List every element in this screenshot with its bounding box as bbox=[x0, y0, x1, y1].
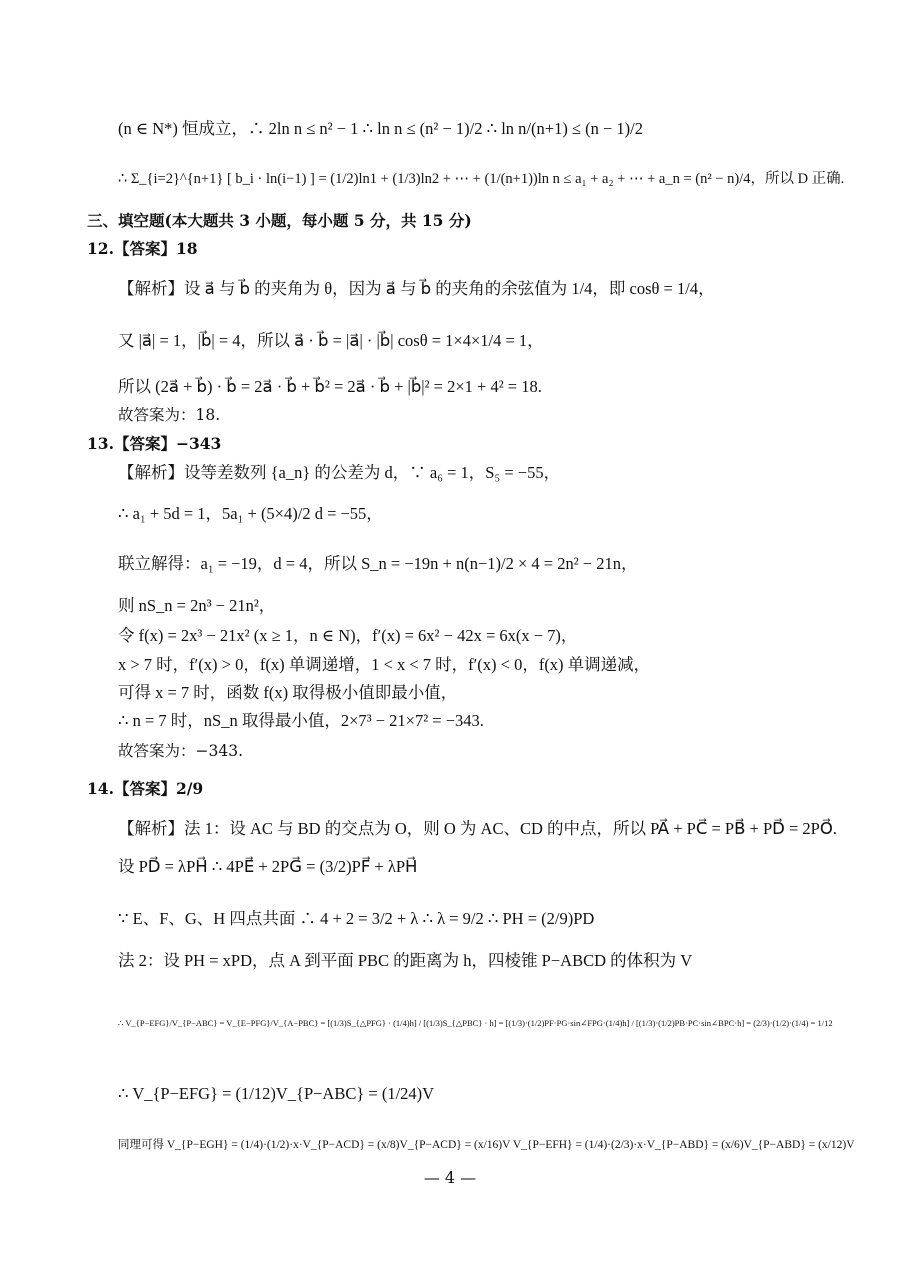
text-line: ∴ Σ_{i=2}^{n+1} [ b_i · ln(i−1) ] = (1/2)ln1 + (1/3)ln2 + ⋯ + (1/(n+1))ln n ≤ a₁ + a₂ + ⋯ + a_n = (n² − n)/4，所以 D 正确. bbox=[118, 171, 845, 187]
section-heading: 三、填空题(本大题共 3 小题，每小题 5 分，共 15 分) bbox=[87, 211, 472, 230]
text-line: ∴ n = 7 时，nS_n 取得最小值，2×7³ − 21×7² = −343. bbox=[118, 711, 484, 730]
text-line: 故答案为：18. bbox=[118, 406, 221, 424]
text-line: 令 f(x) = 2x³ − 21x² (x ≥ 1，n ∈ N)，f′(x) = 6x² − 42x = 6x(x − 7)， bbox=[118, 626, 578, 645]
text-line: 【解析】设 a⃗ 与 b⃗ 的夹角为 θ，因为 a⃗ 与 b⃗ 的夹角的余弦值为 1/4，即 cosθ = 1/4， bbox=[118, 279, 715, 298]
text-line: 又 |a⃗| = 1，|b⃗| = 4，所以 a⃗ · b⃗ = |a⃗| · |b⃗| cosθ = 1×4×1/4 = 1， bbox=[118, 331, 544, 350]
text-line: (n ∈ N*) 恒成立，∴ 2ln n ≤ n² − 1 ∴ ln n ≤ (n² − 1)/2 ∴ ln n/(n+1) ≤ (n − 1)/2 bbox=[118, 119, 643, 138]
answer-heading: 12.【答案】18 bbox=[87, 239, 198, 258]
text-line: 所以 (2a⃗ + b⃗) · b⃗ = 2a⃗ · b⃗ + b⃗² = 2a⃗ · b⃗ + |b⃗|² = 2×1 + 4² = 18. bbox=[118, 377, 542, 396]
answer-heading: 14.【答案】2/9 bbox=[87, 779, 204, 798]
text-line: 【解析】法 1：设 AC 与 BD 的交点为 O，则 O 为 AC、CD 的中点，所以 PA⃗ + PC⃗ = PB⃗ + PD⃗ = 2PO⃗. bbox=[118, 819, 837, 838]
text-line: ∴ V_{P−EFG}/V_{P−ABC} = V_{E−PFG}/V_{A−PBC} = [(1/3)S_{△PFG} · (1/4)h] / [(1/3)S_{△PBC} · h] = [(1/3)·(1/2)PF·PG·sin∠FPG·(1/4)h] / [(1/3)·(1/2)PB·PC·sin∠BPC·h] = (2/3)·(1/2)·(1/4) = 1/12 bbox=[118, 1018, 833, 1028]
text-line: 联立解得：a₁ = −19，d = 4，所以 S_n = −19n + n(n−1)/2 × 4 = 2n² − 21n， bbox=[118, 554, 638, 573]
text-line: ∴ V_{P−EFG} = (1/12)V_{P−ABC} = (1/24)V bbox=[118, 1084, 435, 1103]
page-number: — 4 — bbox=[423, 1168, 477, 1187]
text-line: ∵ E、F、G、H 四点共面 ∴ 4 + 2 = 3/2 + λ ∴ λ = 9/2 ∴ PH = (2/9)PD bbox=[118, 909, 595, 928]
text-line: x > 7 时，f′(x) > 0，f(x) 单调递增，1 < x < 7 时，f′(x) < 0，f(x) 单调递减， bbox=[118, 655, 651, 674]
text-line: 可得 x = 7 时，函数 f(x) 取得极小值即最小值， bbox=[118, 683, 458, 702]
answer-heading: 13.【答案】−343 bbox=[87, 434, 222, 453]
text-line: 则 nS_n = 2n³ − 21n²， bbox=[118, 596, 276, 615]
text-line: 故答案为：−343. bbox=[118, 742, 243, 760]
text-line: ∴ a₁ + 5d = 1，5a₁ + (5×4)/2 d = −55， bbox=[118, 504, 383, 523]
text-line: 设 PD⃗ = λPH⃗ ∴ 4PE⃗ + 2PG⃗ = (3/2)PF⃗ + λPH⃗ bbox=[118, 857, 418, 876]
text-line: 法 2：设 PH = xPD，点 A 到平面 PBC 的距离为 h，四棱锥 P−ABCD 的体积为 V bbox=[118, 951, 693, 970]
text-line: 【解析】设等差数列 {a_n} 的公差为 d，∵ a₆ = 1，S₅ = −55， bbox=[118, 463, 561, 482]
text-line: 同理可得 V_{P−EGH} = (1/4)·(1/2)·x·V_{P−ACD} = (x/8)V_{P−ACD} = (x/16)V V_{P−EFH} = (1/4)·(2/3)·x·V_{P−ABD} = (x/6)V_{P−ABD} = (x/12)V bbox=[118, 1139, 855, 1151]
